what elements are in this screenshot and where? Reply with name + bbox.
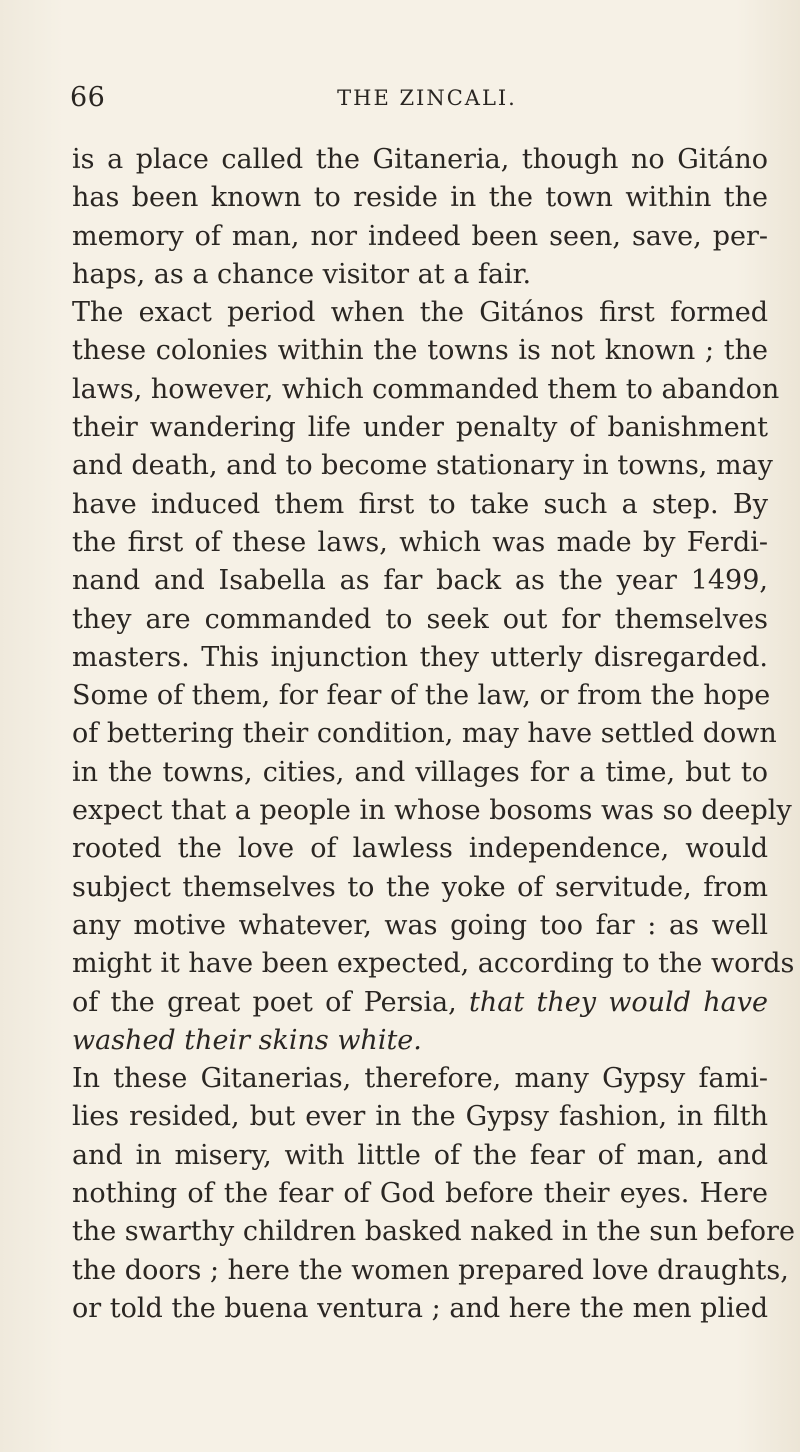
text-line	[72, 677, 771, 715]
text-segment: rooted the love of lawless independence, would	[72, 833, 768, 865]
text-segment: the doors ; here the women prepared love draughts,	[72, 1254, 789, 1286]
text-segment: and death, and to become stationary in towns, may	[72, 450, 773, 482]
text-line	[72, 1252, 789, 1290]
text-segment: of bettering their condition, may have settled down	[72, 718, 777, 750]
page-header	[70, 82, 770, 122]
text-line	[72, 1213, 795, 1251]
text-segment: and in misery, with little of the fear of man, and	[72, 1139, 768, 1171]
text-line	[72, 639, 768, 677]
text-segment: might it have been expected, according to the words	[72, 948, 795, 980]
text-segment: Some of them, for fear of the law, or from the hope	[72, 680, 771, 712]
text-segment: In these Gitanerias, therefore, many Gypsy fami-	[72, 1063, 768, 1095]
text-segment: lies resided, but ever in the Gypsy fashion, in filth	[72, 1101, 768, 1133]
text-segment: subject themselves to the yoke of servitude, from	[72, 871, 768, 903]
text-line	[72, 754, 768, 792]
text-segment: of the great poet of Persia,	[72, 986, 470, 1018]
running-head: THE ZINCALI.	[337, 86, 517, 110]
text-line	[72, 869, 768, 907]
text-line	[72, 715, 777, 753]
text-line	[72, 945, 795, 983]
text-segment: laws, however, which commanded them to abandon	[72, 373, 780, 405]
text-segment: the swarthy children basked naked in the sun before	[72, 1216, 795, 1248]
text-line	[72, 562, 768, 600]
text-segment: nothing of the fear of God before their eyes. Here	[72, 1178, 768, 1210]
text-segment: in the towns, cities, and villages for a time, but to	[72, 756, 768, 788]
text-line	[72, 984, 768, 1022]
text-line	[72, 486, 768, 524]
body-text	[72, 141, 795, 1328]
italic-text-segment: that they would have	[469, 986, 768, 1018]
text-segment: masters. This injunction they utterly disregarded.	[72, 641, 768, 673]
text-segment: memory of man, nor indeed been seen, save, per-	[72, 220, 768, 252]
text-segment: haps, as a chance visitor at a fair.	[72, 258, 532, 290]
text-segment: any motive whatever, was going too far : as well	[72, 909, 768, 941]
text-line	[72, 332, 768, 370]
text-line	[72, 447, 773, 485]
text-line	[72, 256, 768, 294]
text-segment: expect that a people in whose bosoms was so deeply	[72, 795, 792, 827]
text-line	[72, 1175, 768, 1213]
text-line	[72, 1022, 768, 1060]
text-segment: have induced them first to take such a step. By	[72, 488, 768, 520]
text-line	[72, 294, 768, 332]
text-line	[72, 1137, 768, 1175]
text-segment: nand and Isabella as far back as the year 1499,	[72, 565, 768, 597]
text-line	[72, 218, 768, 256]
text-line	[72, 830, 768, 868]
text-line	[72, 601, 768, 639]
text-segment: has been known to reside in the town within the	[72, 182, 768, 214]
text-segment: their wandering life under penalty of banishment	[72, 412, 768, 444]
page-number: 66	[70, 82, 106, 113]
text-segment: The exact period when the Gitános first formed	[72, 297, 768, 329]
text-line	[72, 141, 768, 179]
text-line	[72, 1098, 768, 1136]
text-line	[72, 409, 768, 447]
text-line	[72, 1290, 768, 1328]
text-line	[72, 1060, 768, 1098]
text-line	[72, 524, 768, 562]
text-segment: or told the buena ventura ; and here the men plied	[72, 1292, 768, 1324]
text-segment: is a place called the Gitaneria, though no Gitáno	[72, 144, 768, 175]
text-segment: they are commanded to seek out for themselves	[72, 603, 768, 635]
text-segment: these colonies within the towns is not known ; the	[72, 335, 768, 367]
text-line	[72, 179, 768, 217]
text-line	[72, 792, 792, 830]
text-line	[72, 907, 768, 945]
text-segment: the first of these laws, which was made by Ferdi-	[72, 526, 768, 558]
text-line	[72, 371, 780, 409]
italic-text-segment: washed their skins white.	[72, 1024, 422, 1056]
